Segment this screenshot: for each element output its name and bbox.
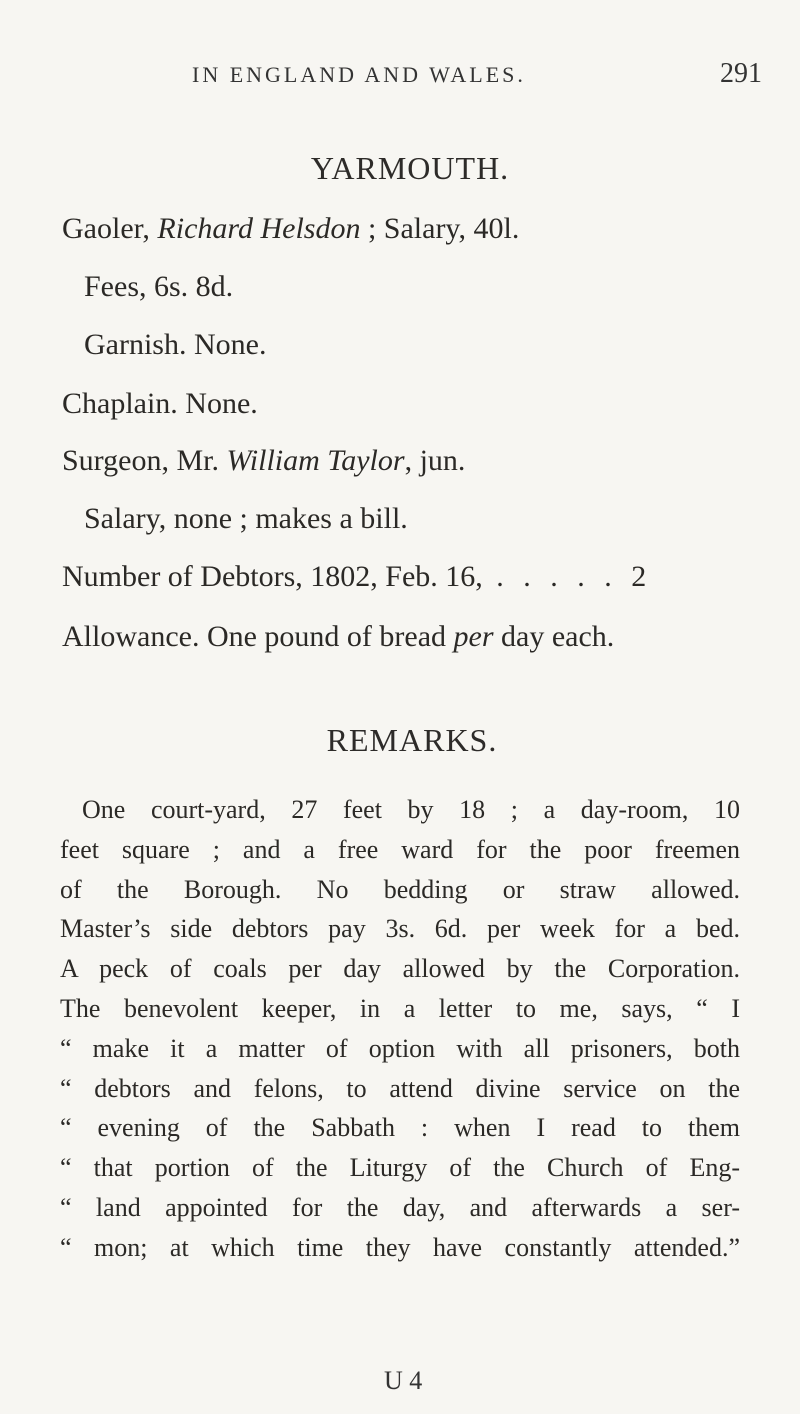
surgeon-entry: Surgeon, Mr. William Taylor, jun. (62, 444, 466, 477)
section-title: YARMOUTH. (310, 150, 510, 186)
garnish-entry: Garnish. None. (84, 328, 267, 361)
remarks-line: “ land appointed for the day, and afterwards a ser- (60, 1192, 740, 1222)
remarks-line: One court-yard, 27 feet by 18 ; a day-room, 10 (82, 795, 740, 824)
gaoler-entry: Gaoler, Richard Helsdon ; Salary, 40l. (62, 212, 520, 245)
remarks-line: of the Borough. No bedding or straw allowed. (60, 874, 740, 904)
remarks-paragraph (60, 790, 740, 1268)
remarks-line: “ make it a matter of option with all prisoners, both (60, 1033, 740, 1063)
remarks-line: The benevolent keeper, in a letter to me, says, “ I (60, 993, 740, 1023)
remarks-line: “ mon; at which time they have constantly attended.” (60, 1232, 740, 1262)
debtors-entry: Number of Debtors, 1802, Feb. 16, . . . . . 2 (62, 560, 647, 593)
remarks-line: “ debtors and felons, to attend divine service on the (60, 1073, 740, 1103)
remarks-line: “ evening of the Sabbath : when I read to them (60, 1113, 740, 1143)
remarks-line: A peck of coals per day allowed by the Corporation. (60, 954, 740, 984)
allowance-entry: Allowance. One pound of bread per day each. (62, 620, 615, 653)
remarks-title: REMARKS. (326, 722, 498, 758)
salary-entry: Salary, none ; makes a bill. (84, 502, 408, 535)
running-head: IN ENGLAND AND WALES. (192, 62, 526, 87)
remarks-line: “ that portion of the Liturgy of the Church of Eng- (60, 1153, 740, 1183)
signature-mark: U 4 (384, 1366, 423, 1395)
chaplain-entry: Chaplain. None. (62, 387, 258, 420)
fees-entry: Fees, 6s. 8d. (84, 270, 234, 303)
remarks-line: Master’s side debtors pay 3s. 6d. per week for a bed. (60, 914, 740, 944)
page-number: 291 (720, 58, 762, 89)
remarks-line: feet square ; and a free ward for the poor freemen (60, 834, 740, 864)
